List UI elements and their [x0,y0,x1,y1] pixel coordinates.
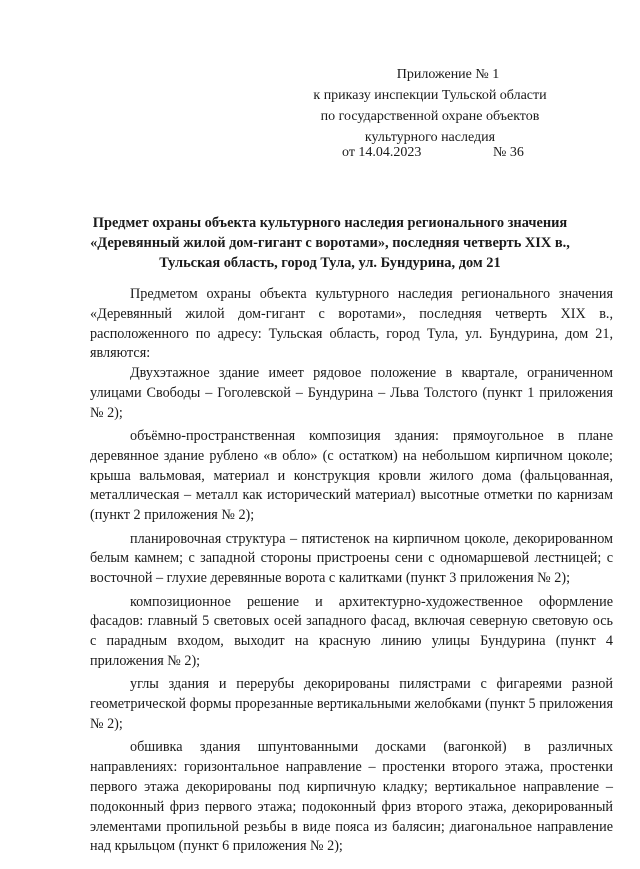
appendix-number: Приложение № 1 [396,67,500,82]
item-paragraph-layout: планировочная структура – пятистенок на кирпичном цоколе, декорированном белым камнем; с западной стороны пристроены сени с одномаршевой лестницей; с восточной – глухие деревянные ворота с калитками (пункт 3 приложения № 2); [90,530,613,587]
order-authority: по государственной охране объектов [320,109,540,124]
item-paragraph-facades: композиционное решение и архитектурно-художественное оформление фасадов: главный 5 световых осей западного фасад, включая северную световую ось с парадным входом, выходит на красную линию улицы Бундурина (пункт 4 приложения № 2); [90,593,613,669]
item-paragraph-location: Двухэтажное здание имеет рядовое положение в квартале, ограниченном улицами Свободы – Гоголевской – Бундурина – Льва Толстого (пункт 1 приложения № 2); [90,365,613,421]
order-authority-cont: культурного наследия [364,130,496,145]
intro-section [90,285,613,368]
appendix-header [300,64,560,148]
order-reference: к приказу инспекции Тульской области [313,88,547,103]
title-line-3: Тульская область, город Тула, ул. Бундурина, дом 21 [159,255,501,271]
title-line-1: Предмет охраны объекта культурного наследия регионального значения [92,215,568,231]
intro-paragraph: Предметом охраны объекта культурного наследия регионального значения «Деревянный жилой дом-гигант с воротами», последняя четверть XIX в., расположенного по адресу: Тульская область, город Тула, ул. Бундурина, дом 21, являются: [90,286,613,362]
item-paragraph-corners: углы здания и перерубы декорированы пилястрами с фигареями разной геометрической формы прорезанные вертикальными желобками (пункт 5 приложения № 2); [90,676,613,732]
document-title [90,213,570,273]
order-date: от 14.04.2023 [342,145,422,160]
order-number: № 36 [493,145,524,160]
protection-items [90,364,613,861]
item-paragraph-composition: объёмно-пространственная композиция здания: прямоугольное в плане деревянное здание рублено «в обло» (с остатком) на небольшом кирпичном цоколе; крыша вальмовая, материал и конструкция кровли жилого дома (фальцованная, металлическая – металл как исторический материал) высотные отметки по карнизам (пункт 2 приложения № 2); [90,427,613,524]
title-line-2: «Деревянный жилой дом-гигант с воротами», последняя четверть XIX в., [90,235,570,251]
item-paragraph-cladding: обшивка здания шпунтованными досками (вагонкой) в различных направлениях: горизонтальное направление – простенки второго этажа, простенки первого этажа декорированы под кирпичную кладку; вертикальное направление – подоконный фриз первого этажа; подоконный фриз второго этажа, декорированный элементами пропильной резьбы в виде пояса из балясин; диагональное направление над крыльцом (пункт 6 приложения № 2); [90,739,613,855]
